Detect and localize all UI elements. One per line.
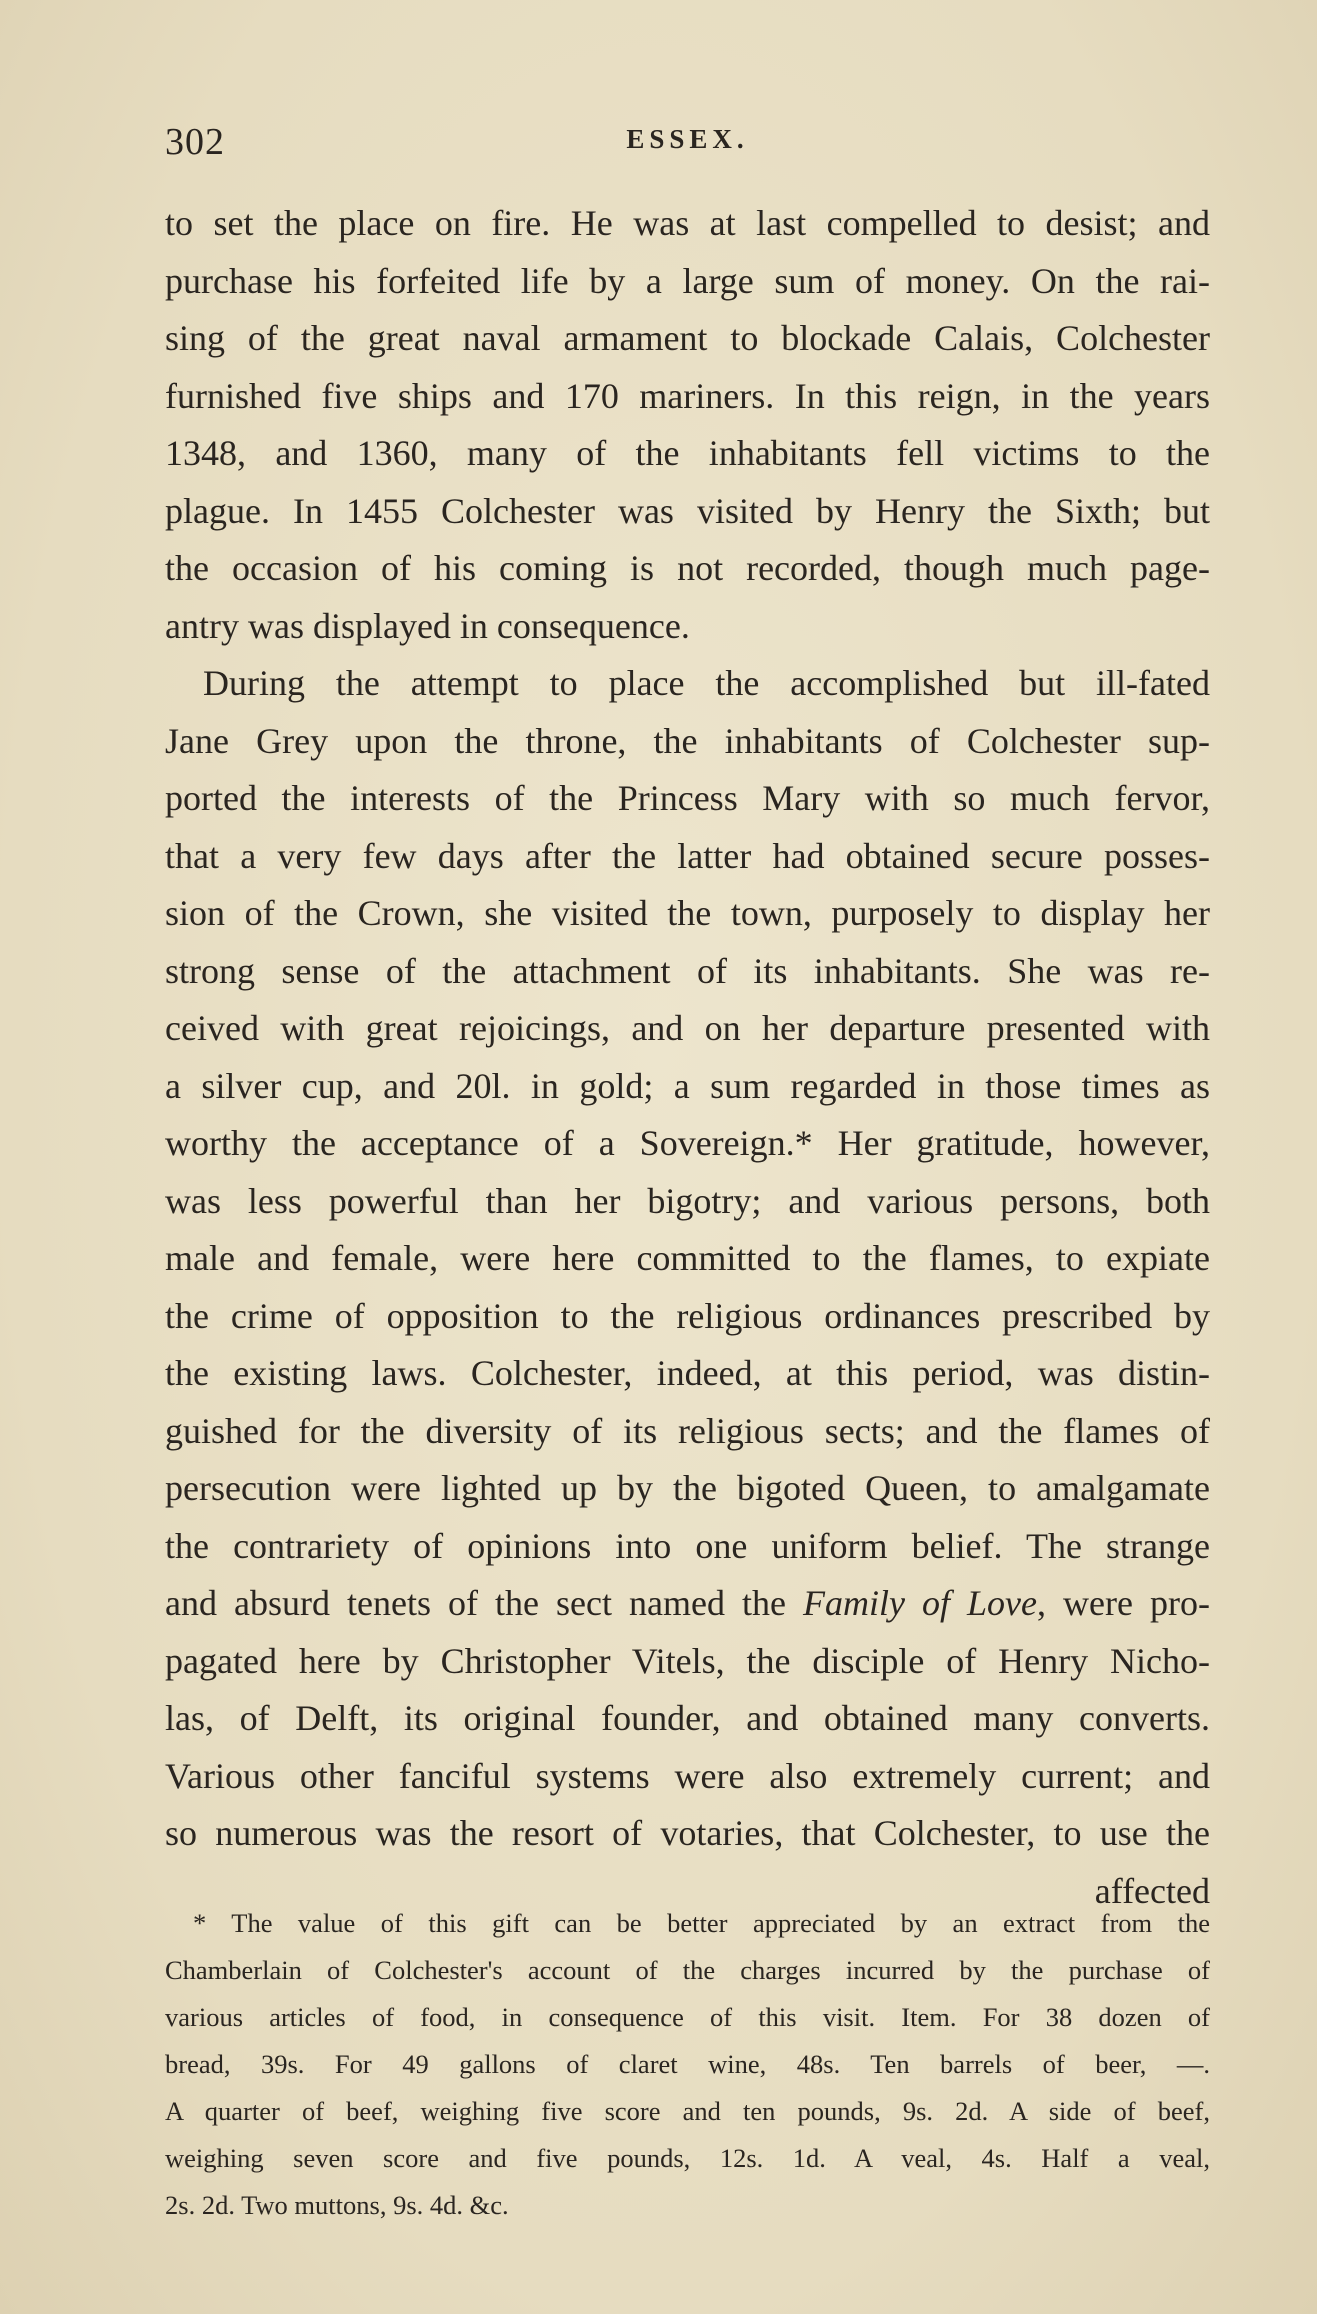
- text-line: male and female, were here committed to the flames, to expiate: [165, 1238, 1210, 1278]
- text-line: the contrariety of opinions into one uniform belief. The strange: [165, 1525, 1210, 1566]
- text-line: plague. In 1455 Colchester was visited by Henry the Sixth; but: [165, 490, 1210, 531]
- italic-phrase: Family of Love: [803, 1583, 1038, 1623]
- footnote-line: * The value of this gift can be better appreciated by an extract from the: [193, 1908, 1210, 1938]
- paragraph-start-line: During the attempt to place the accomplished but ill-fated: [203, 663, 1210, 703]
- text-line: to set the place on fire. He was at last compelled to desist; and: [165, 203, 1210, 243]
- footnote-line: 2s. 2d. Two muttons, 9s. 4d. &c.: [165, 2190, 509, 2220]
- footnote-line: bread, 39s. For 49 gallons of claret wine, 48s. Ten barrels of beer, —.: [165, 2049, 1210, 2079]
- text-line: sion of the Crown, she visited the town, purposely to display her: [165, 893, 1210, 933]
- text-line: strong sense of the attachment of its inhabitants. She was re-: [165, 950, 1210, 991]
- text-line: sing of the great naval armament to blockade Calais, Colchester: [165, 318, 1210, 358]
- footnote-line: A quarter of beef, weighing five score and ten pounds, 9s. 2d. A side of beef,: [165, 2096, 1210, 2126]
- running-head: ESSEX.: [626, 124, 749, 154]
- text-line: was less powerful than her bigotry; and various persons, both: [165, 1180, 1210, 1221]
- text-line: guished for the diversity of its religious sects; and the flames of: [165, 1410, 1210, 1451]
- catchword: affected: [1094, 1870, 1210, 1911]
- text-line: a silver cup, and 20l. in gold; a sum regarded in those times as: [165, 1065, 1210, 1106]
- footnote: [165, 1900, 1210, 2229]
- text-line: 1348, and 1360, many of the inhabitants fell victims to the: [165, 433, 1210, 473]
- text-line: the existing laws. Colchester, indeed, at this period, was distin-: [165, 1353, 1210, 1393]
- text-line: that a very few days after the latter had obtained secure posses-: [165, 835, 1210, 876]
- text-line: las, of Delft, its original founder, and obtained many converts.: [165, 1698, 1210, 1738]
- text-line: purchase his forfeited life by a large sum of money. On the rai-: [165, 260, 1210, 301]
- footnote-line: weighing seven score and five pounds, 12s. 1d. A veal, 4s. Half a veal,: [165, 2143, 1210, 2173]
- text-line: Various other fanciful systems were also extremely current; and: [165, 1755, 1210, 1796]
- footnote-line: Chamberlain of Colchester's account of the charges incurred by the purchase of: [165, 1955, 1210, 1985]
- text-line: persecution were lighted up by the bigoted Queen, to amalgamate: [165, 1468, 1210, 1508]
- footnote-line: various articles of food, in consequence of this visit. Item. For 38 dozen of: [165, 2002, 1210, 2032]
- text-line: ported the interests of the Princess Mary with so much fervor,: [165, 778, 1210, 818]
- main-text: [165, 195, 1210, 1920]
- text-line: the occasion of his coming is not recorded, though much page-: [165, 548, 1210, 588]
- text-line: so numerous was the resort of votaries, that Colchester, to use the: [165, 1813, 1210, 1853]
- page-number: 302: [165, 121, 225, 163]
- text-line: antry was displayed in consequence.: [165, 605, 690, 646]
- text-line: the crime of opposition to the religious ordinances prescribed by: [165, 1295, 1210, 1336]
- text-line: furnished five ships and 170 mariners. In this reign, in the years: [165, 375, 1210, 416]
- text-line: ceived with great rejoicings, and on her departure presented with: [165, 1008, 1210, 1048]
- text-line: pagated here by Christopher Vitels, the disciple of Henry Nicho-: [165, 1640, 1210, 1681]
- text-line: Jane Grey upon the throne, the inhabitants of Colchester sup-: [165, 720, 1210, 761]
- page-header: [165, 120, 1210, 170]
- text-line: worthy the acceptance of a Sovereign.* Her gratitude, however,: [165, 1123, 1210, 1163]
- text-line: and absurd tenets of the sect named the Family of Love, were pro-: [165, 1583, 1211, 1623]
